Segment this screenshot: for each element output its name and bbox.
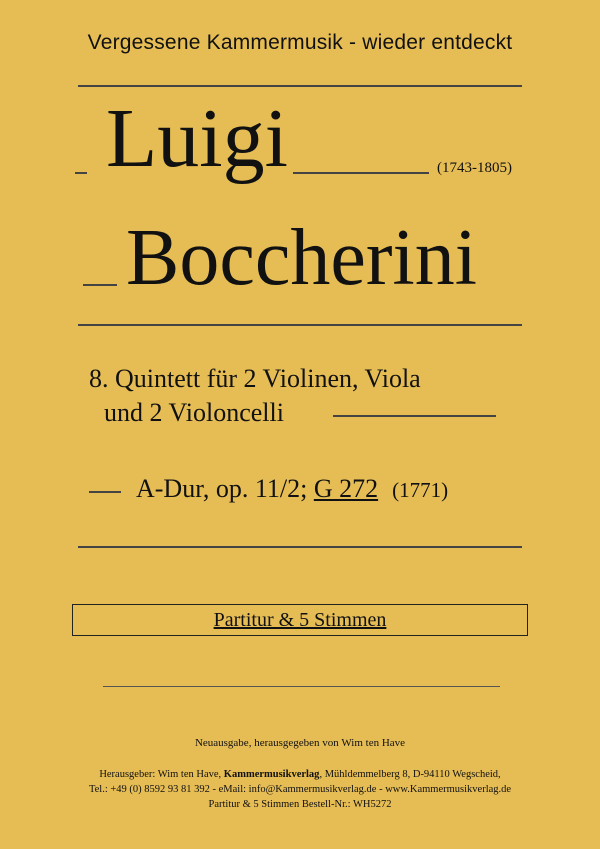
order-number: Partitur & 5 Stimmen Bestell-Nr.: WH5272 xyxy=(208,799,392,810)
key-opus-line xyxy=(136,474,448,504)
editor-note: Neuausgabe, herausgegeben von Wim ten Have xyxy=(194,737,406,749)
catalog-number: G 272 xyxy=(313,474,379,503)
publisher-line1-suffix: , Mühldemmelberg 8, D-94110 Wegscheid, xyxy=(319,769,501,780)
work-title-line2: und 2 Violoncelli xyxy=(104,398,284,427)
publisher-contact: Tel.: +49 (0) 8592 93 81 392 - eMail: info@Kammermusikverlag.de - www.Kammermusikverlag.de xyxy=(88,784,512,795)
divider-short-left-1 xyxy=(75,172,87,174)
series-title: Vergessene Kammermusik - wieder entdeckt xyxy=(87,31,513,54)
divider-after-title xyxy=(333,415,496,417)
publisher-line1 xyxy=(0,769,600,780)
divider-thin xyxy=(103,686,500,687)
divider-top xyxy=(78,85,522,87)
divider-before-key xyxy=(89,491,121,493)
divider-after-first-name xyxy=(293,172,429,174)
divider-mid xyxy=(78,324,522,326)
composition-year: (1771) xyxy=(392,478,449,502)
composer-years: (1743-1805) xyxy=(437,160,512,176)
key-opus: A-Dur, op. 11/2; xyxy=(136,474,314,503)
work-title-line1: 8. Quintett für 2 Violinen, Viola xyxy=(89,364,421,393)
composer-last-name: Boccherini xyxy=(126,214,477,302)
divider-lower xyxy=(78,546,522,548)
publisher-line1-prefix: Herausgeber: Wim ten Have, xyxy=(99,769,224,780)
publisher-name: Kammermusikverlag xyxy=(223,769,320,780)
divider-short-left-2 xyxy=(83,284,117,286)
edition-box xyxy=(72,604,528,636)
edition-label: Partitur & 5 Stimmen xyxy=(213,609,387,631)
composer-first-name: Luigi xyxy=(106,92,288,185)
